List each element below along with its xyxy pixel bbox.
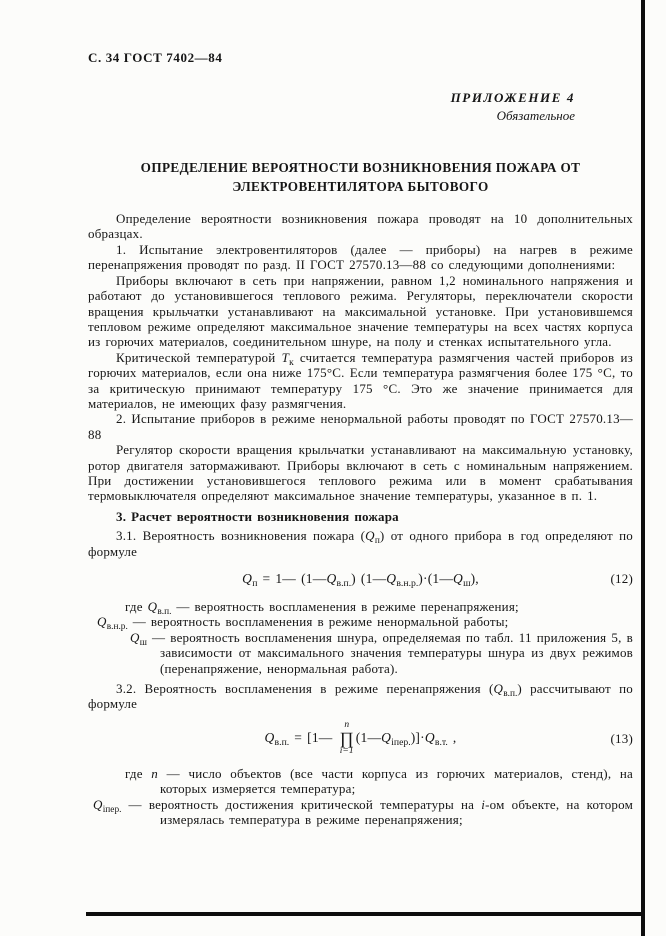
legend-item-n: где n — число объектов (все части корпуса из горючих материалов, стенд), на которых измеряется температура; bbox=[125, 765, 633, 797]
formula-13-expression bbox=[264, 721, 456, 756]
legend-item-qvnr: $Q_{в.н.р.}$ — вероятность воспламенения в режиме ненормальной работы; bbox=[97, 614, 509, 633]
formula-13-legend bbox=[88, 766, 633, 828]
formula-12-expression: $Q_п$ = 1— $(1—Q_{в.п.})$ $(1—Q_{в.н.р.})\cdot(1—Q_ш)$, bbox=[242, 571, 479, 590]
formula-12-legend bbox=[88, 599, 633, 676]
formula-12-number: (12) bbox=[610, 571, 633, 587]
document-title-line1: ОПРЕДЕЛЕНИЕ ВЕРОЯТНОСТИ ВОЗНИКНОВЕНИЯ ПОЖАРА ОТ bbox=[140, 159, 581, 175]
scan-edge-bottom bbox=[86, 912, 645, 916]
formula-13-left: $Q_{в.п.}$ = [1— bbox=[264, 729, 338, 748]
annex-title: ПРИЛОЖЕНИЕ 4 bbox=[450, 90, 575, 105]
scan-edge-right bbox=[641, 0, 645, 936]
formula-13-right: $(1—Q_{iпер.})]\cdot Q_{в.т.}$ , bbox=[355, 729, 457, 748]
product-symbol: ∏ bbox=[339, 728, 354, 748]
formula-13 bbox=[88, 719, 633, 759]
paragraph-intro: Определение вероятности возникновения пожара проводят на 10 дополнительных образцах. bbox=[88, 211, 633, 242]
document-title bbox=[88, 158, 633, 196]
legend-item-qiper: $Q_{iпер.}$ — вероятность достижения критической температуры на i-ом объекте, на котором измерялась температура в режиме перенапряжения; bbox=[93, 796, 634, 828]
paragraph-clause-1: 1. Испытание электровентиляторов (далее — приборы) на нагрев в режиме перенапряжения проводят по разд. II ГОСТ 27570.13—88 со следующими дополнениями: bbox=[88, 241, 633, 273]
paragraph-critical-temperature: Критической температурой $Т_к$ считается температура размягчения частей приборов из горючих материалов, если она ниже 175°С. Если температура размягчения более 175 °С, то за критическую принимают температуру 175 °С. Это же значение принимается для материалов, не имеющих фазу размягчения. bbox=[88, 349, 633, 411]
formula-12 bbox=[88, 568, 633, 590]
annex-subtitle: Обязательное bbox=[496, 107, 575, 123]
annex-block bbox=[88, 90, 633, 125]
paragraph-clause-2: 2. Испытание приборов в режиме ненормальной работы проводят по ГОСТ 27570.13—88 bbox=[88, 411, 633, 442]
document-title-line2: ЭЛЕКТРОВЕНТИЛЯТОРА БЫТОВОГО bbox=[232, 178, 489, 194]
paragraph-clause-1-detail: Приборы включают в сеть при напряжении, равном 1,2 номинального напряжения и работают до установившегося теплового режима. Регуляторы, переключатели скорости вращения крыльчатки устанавливают на максимальной установке. При установившемся тепловом режиме определяют максимальное значение температуры на всех частях корпуса из горючих материалов, соединительном шнуре, на полу и стенках испытательного угла. bbox=[88, 272, 633, 350]
formula-13-number: (13) bbox=[610, 731, 633, 747]
product-operator bbox=[340, 721, 354, 756]
paragraph-3-1: 3.1. Вероятность возникновения пожара $(Q_п)$ от одного прибора в год определяют по формуле bbox=[88, 528, 633, 559]
legend-item-qsh: $Q_ш$ — вероятность воспламенения шнура, определяемая по табл. 11 приложения 5, в зависимости от максимального значения температуры шнура из двух режимов (перенапряжение, ненормальная работа). bbox=[130, 629, 633, 676]
product-upper-limit: n bbox=[344, 720, 350, 731]
section-3-heading: 3. Расчет вероятности возникновения пожара bbox=[116, 508, 399, 524]
paragraph-3-2: 3.2. Вероятность воспламенения в режиме перенапряжения $(Q_{в.п.})$ рассчитывают по формуле bbox=[88, 681, 633, 712]
running-header: С. 34 ГОСТ 7402—84 bbox=[88, 50, 223, 65]
product-lower-limit: i=1 bbox=[339, 745, 354, 756]
document-body bbox=[88, 211, 633, 827]
paragraph-clause-2-detail: Регулятор скорости вращения крыльчатки устанавливают на максимальную установку, ротор двигателя затормаживают. Приборы включают в сеть с номинальным напряжением. При достижении установившегося теплового режима или в момент срабатывания термовыключателя определяют максимальное значение температуры, указанное в п. 1. bbox=[88, 442, 633, 504]
legend-item-qvp: где $Q_{в.п.}$ — вероятность воспламенения в режиме перенапряжения; bbox=[125, 599, 519, 617]
page-content bbox=[88, 50, 633, 827]
